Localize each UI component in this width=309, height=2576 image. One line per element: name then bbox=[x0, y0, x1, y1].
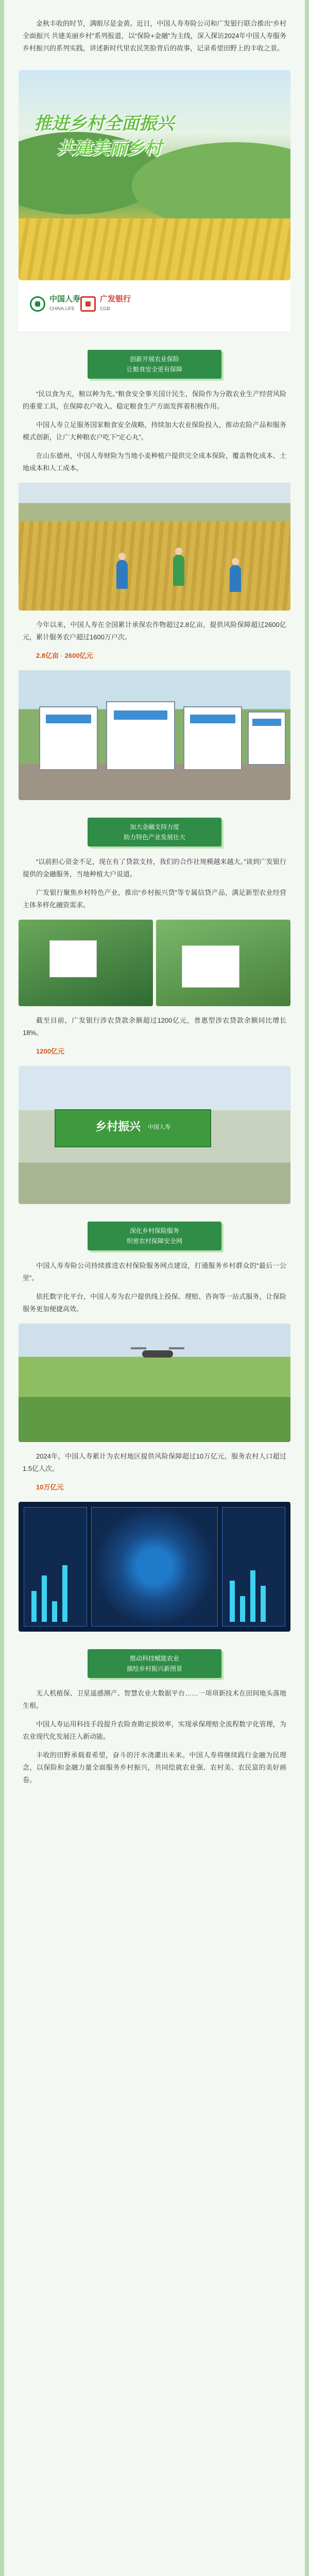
paragraph: 截至目前，广发银行涉农贷款余额超过1200亿元，普惠型涉农贷款余额同比增长18%。 bbox=[23, 1016, 286, 1037]
section-heading bbox=[88, 1222, 221, 1250]
section-heading-line: 创新开展农业保险 bbox=[129, 355, 179, 363]
highlight-value: 1200亿元 bbox=[36, 1047, 64, 1055]
highlight-line bbox=[23, 1481, 286, 1494]
logo-sub: CGB bbox=[100, 306, 110, 311]
info-board bbox=[106, 701, 175, 770]
person bbox=[230, 565, 241, 592]
section-heading-line: 描绘乡村振兴新图景 bbox=[126, 1665, 182, 1672]
section-heading bbox=[88, 350, 221, 379]
hero-image bbox=[19, 70, 290, 280]
farmer-photo bbox=[19, 920, 153, 1006]
paragraph: “以前担心资金不足，现在有了贷款支持，我们的合作社规模越来越大。”谈到广发银行提供的金融服务，当地种植大户说道。 bbox=[23, 858, 286, 878]
section-heading-line: 让粮食安全更有保障 bbox=[126, 366, 182, 373]
service-banner-photo bbox=[19, 1066, 290, 1204]
dashboard-bar bbox=[62, 1565, 67, 1622]
highlight-value: 2.8亿亩 bbox=[36, 652, 59, 659]
paragraph: 今年以来，中国人寿在全国累计承保农作物超过2.8亿亩，提供风险保障超过2600亿元，累计服务农户超过1600万户次。 bbox=[23, 621, 286, 641]
paragraph: 广发银行聚焦乡村特色产业，推出“乡村振兴贷”等专属信贷产品，满足新型农业经营主体多样化融资需求。 bbox=[23, 889, 286, 909]
wheat-field-photo bbox=[19, 483, 290, 611]
closing-paragraph: 丰收的田野承载着希望，奋斗的汗水浇灌出未来。中国人寿将继续践行金融为民理念，以保险和金融力量全面服务乡村振兴，共同绘就农业强、农村美、农民富的美好画卷。 bbox=[23, 1751, 286, 1784]
logo-name: 广发银行 bbox=[100, 295, 131, 303]
dashboard-map bbox=[91, 1507, 218, 1626]
dashboard-bar bbox=[52, 1601, 57, 1622]
paragraph: 2024年，中国人寿累计为农村地区提供风险保障超过10万亿元，服务农村人口超过1.5亿人次。 bbox=[23, 1452, 286, 1472]
info-board bbox=[183, 706, 242, 770]
hero-title-line: 共建美丽乡村 bbox=[57, 138, 162, 159]
dashboard-bar bbox=[42, 1575, 47, 1622]
banner-sub: 中国人寿 bbox=[147, 1124, 170, 1130]
hero-title bbox=[34, 111, 276, 161]
info-board bbox=[248, 711, 286, 765]
logo-bar bbox=[19, 280, 290, 332]
section-heading-line: 深化乡村保险服务 bbox=[129, 1227, 179, 1234]
china-life-logo bbox=[30, 295, 80, 313]
cgb-logo bbox=[80, 295, 131, 313]
photo-pair bbox=[19, 920, 290, 1006]
paragraph: 依托数字化平台，中国人寿为农户提供线上投保、理赔、咨询等一站式服务，让保险服务更加便捷高效。 bbox=[23, 1293, 286, 1313]
section-heading bbox=[88, 818, 221, 846]
info-boards-photo bbox=[19, 670, 290, 800]
dashboard-bar bbox=[250, 1570, 255, 1622]
logo-name: 中国人寿 bbox=[49, 295, 81, 303]
paragraph: 中国人寿运用科技手段提升农险查勘定损效率，实现承保理赔全流程数字化管理，为农业现代化发展注入新动能。 bbox=[23, 1720, 286, 1740]
dashboard-panel bbox=[222, 1507, 285, 1626]
drone-icon bbox=[142, 1350, 173, 1358]
dashboard-panel bbox=[24, 1507, 87, 1626]
document-paper bbox=[49, 940, 97, 977]
person bbox=[116, 560, 128, 589]
dashboard-bar bbox=[261, 1586, 266, 1622]
section-heading-line: 推动科技赋能农业 bbox=[129, 1655, 179, 1662]
consultation-photo bbox=[156, 920, 290, 1006]
dashboard-bar bbox=[240, 1596, 245, 1622]
hero-title-line: 推进乡村全面振兴 bbox=[34, 113, 174, 134]
china-life-logo-icon bbox=[30, 296, 45, 312]
cgb-logo-icon bbox=[80, 296, 96, 312]
hero-rice-field bbox=[19, 218, 290, 280]
section-heading-line: 织密农村保障安全网 bbox=[126, 1238, 182, 1245]
dashboard-photo bbox=[19, 1502, 290, 1632]
highlight-value: 2600亿元 bbox=[64, 652, 93, 659]
logo-sub: CHINA LIFE bbox=[49, 306, 75, 311]
paragraph: 中国人寿寿险公司持续推进农村保险服务网点建设，打通服务乡村群众的“最后一公里”。 bbox=[23, 1262, 286, 1282]
section-heading bbox=[88, 1649, 221, 1678]
banner-title: 乡村振兴 bbox=[95, 1121, 141, 1133]
info-board bbox=[39, 706, 98, 770]
highlight-line bbox=[23, 1045, 286, 1058]
document-paper bbox=[182, 945, 239, 988]
intro-paragraph: 金秋丰收的时节，满眼尽是金黄。近日，中国人寿寿险公司和广发银行联合推出“乡村全面振兴 共建美丽乡村”系列报道，以“保险+金融”为主线，深入探访2024年中国人寿服务乡村振兴的系列实践，讲述新时代里农民笑脸背后的故事，记录希望田野上的丰收之景。 bbox=[23, 20, 286, 52]
section-heading-line: 助力特色产业发展壮大 bbox=[123, 834, 185, 841]
dashboard-bar bbox=[230, 1581, 235, 1622]
paragraph: 在山东德州，中国人寿财险为当地小麦种植户提供完全成本保险，覆盖物化成本、土地成本和人工成本。 bbox=[23, 452, 286, 472]
banner-sign bbox=[55, 1109, 211, 1147]
highlight-value: 10万亿元 bbox=[36, 1483, 64, 1491]
paragraph: 中国人寿立足服务国家粮食安全战略，持续加大农业保险投入，推动农险产品和服务模式创新，让广大种粮农户吃下“定心丸”。 bbox=[23, 421, 286, 441]
highlight-line: 2.8亿亩 · 2600亿元 bbox=[36, 652, 93, 659]
dashboard-bar bbox=[31, 1591, 37, 1622]
paragraph: 无人机植保、卫星遥感测产、智慧农业大数据平台……一项项新技术在田间地头落地生根。 bbox=[23, 1689, 286, 1709]
drone-photo bbox=[19, 1324, 290, 1442]
person bbox=[173, 555, 184, 586]
section-heading-line: 加大金融支持力度 bbox=[129, 823, 179, 831]
paragraph: “民以食为天，粮以种为先。”粮食安全事关国计民生，保险作为分散农业生产经营风险的重要工具，在保障农户收入、稳定粮食生产方面发挥着积极作用。 bbox=[23, 390, 286, 410]
